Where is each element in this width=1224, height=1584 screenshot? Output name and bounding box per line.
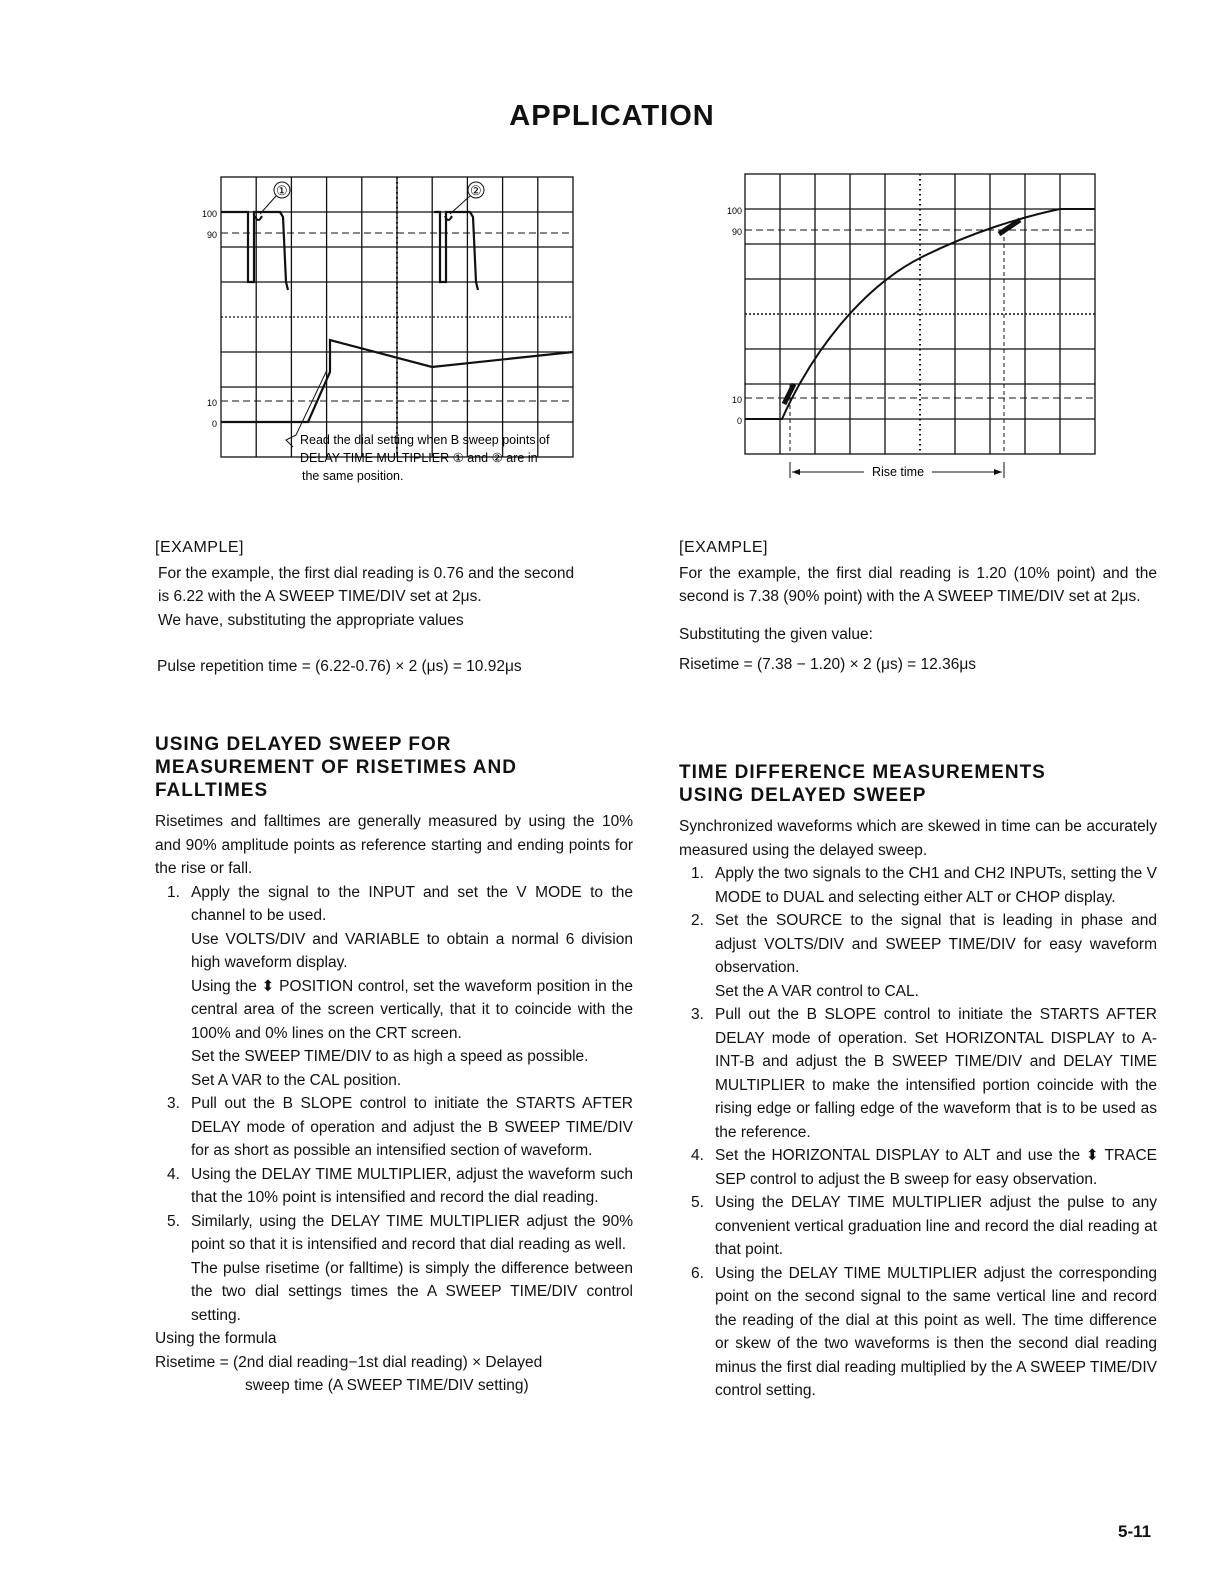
step-number: 5. — [691, 1194, 704, 1211]
section-title-time-difference — [679, 761, 1157, 807]
intensified-point-2 — [445, 216, 452, 220]
scale-label-0: 0 — [736, 416, 742, 426]
section-intro: Risetimes and falltimes are generally measured by using the 10% and 90% amplitude points as reference starting and ending points for the rise or fall. — [155, 813, 633, 877]
formula-intro: Using the formula — [155, 1330, 277, 1347]
step-number: 6. — [691, 1264, 704, 1282]
step-text: Pull out the B SLOPE control to initiate the STARTS AFTER DELAY mode of operation. Set HORIZONTAL DISPLAY to A-INT-B and adjust the B SWEEP TIME/DIV and DELAY TIME MULTIPLIER to make the intensified portion coincide with the rising edge or falling edge of the waveform that is to be used as the reference. — [715, 1006, 1157, 1141]
scale-label-100: 100 — [201, 209, 217, 219]
step-text: Set A VAR to the CAL position. — [191, 1071, 402, 1089]
step-text: The pulse risetime (or falltime) is simply the difference between the two dial settings times the A SWEEP TIME/DIV control setting. — [191, 1259, 633, 1324]
step-item — [155, 1163, 633, 1210]
step-text: Use VOLTS/DIV and VARIABLE to obtain a normal 6 division high waveform display. — [191, 930, 633, 971]
page-title: APPLICATION — [509, 100, 715, 132]
risetime-section — [155, 733, 633, 1398]
caption-line-2: DELAY TIME MULTIPLIER ① and ② are in — [300, 451, 538, 465]
left-example-block — [155, 536, 633, 632]
scale-label-90: 90 — [731, 227, 742, 237]
step-text: Using the DELAY TIME MULTIPLIER adjust the corresponding point on the second signal to the same vertical line and record the reading of the dial at this point as well. The time difference or skew of the two waveforms is then the second dial reading minus the first dial reading multiplied by the A SWEEP TIME/DIV control setting. — [715, 1264, 1157, 1399]
left-formula-block — [157, 655, 635, 679]
risetime-steps — [155, 881, 633, 1328]
step-number: 4. — [691, 1147, 704, 1164]
marker-1: ① — [276, 183, 288, 198]
caption-line-1: Read the dial setting when B sweep points of — [300, 433, 550, 447]
step-text: Using the DELAY TIME MULTIPLIER adjust the pulse to any convenient vertical graduation line and record the dial reading at that point. — [715, 1194, 1157, 1258]
step-item — [155, 1092, 633, 1163]
step-text: Set the SWEEP TIME/DIV to as high a speed as possible. — [191, 1048, 589, 1065]
step-text: Using the ⬍ POSITION control, set the waveform position in the central area of the screen vertically, that it to coincide with the 100% and 0% lines on the CRT screen. — [191, 977, 633, 1042]
section-title-line: MEASUREMENT OF RISETIMES AND — [155, 757, 517, 778]
pulse-repetition-figure — [200, 172, 590, 492]
step-text: Similarly, using the DELAY TIME MULTIPLIER adjust the 90% point so that it is intensified and record that dial reading as well. — [191, 1212, 633, 1253]
rise-time-diagram — [722, 172, 1102, 484]
example-line-2: is 6.22 with the A SWEEP TIME/DIV set at 2μs. — [158, 588, 482, 605]
step-text: Set the HORIZONTAL DISPLAY to ALT and use the ⬍ TRACE SEP control to adjust the B sweep for easy observation. — [715, 1147, 1157, 1188]
arrowhead-right — [994, 469, 1002, 475]
scale-label-90: 90 — [206, 230, 217, 240]
intensified-ten-percent-point — [784, 384, 794, 404]
step-item — [679, 1003, 1157, 1144]
time-difference-section — [679, 761, 1157, 1403]
section-intro: Synchronized waveforms which are skewed in time can be accurately measured using the delayed sweep. — [679, 818, 1157, 859]
intensified-point-1 — [255, 216, 262, 220]
section-title-line: USING DELAYED SWEEP — [679, 785, 927, 806]
step-number: 4. — [167, 1165, 180, 1183]
example-line-3: We have, substituting the appropriate values — [158, 611, 464, 629]
right-example-block — [679, 536, 1157, 677]
marker-2: ② — [470, 183, 482, 198]
step-text: Set the A VAR control to CAL. — [715, 982, 919, 1000]
step-number: 3. — [691, 1006, 704, 1023]
step-item — [679, 862, 1157, 909]
step-item — [679, 1144, 1157, 1191]
risetime-example-formula: Risetime = (7.38 − 1.20) × 2 (μs) = 12.36μs — [679, 656, 977, 673]
rise-time-figure — [722, 172, 1102, 484]
substituting-text: Substituting the given value: — [679, 625, 873, 643]
example-label: [EXAMPLE] — [155, 539, 244, 556]
step-text: Apply the signal to the INPUT and set the V MODE to the channel to be used. — [191, 883, 633, 924]
step-text: Pull out the B SLOPE control to initiate the STARTS AFTER DELAY mode of operation and adjust the B SWEEP TIME/DIV for as short as possible an intensified section of waveform. — [191, 1095, 633, 1159]
scale-label-10: 10 — [206, 398, 217, 408]
arrowhead-left — [792, 469, 800, 475]
step-number: 5. — [167, 1212, 180, 1230]
pulse-waveform-diagram — [200, 172, 590, 492]
step-number: 1. — [167, 883, 180, 901]
section-title-line: FALLTIMES — [155, 780, 269, 801]
step-text: Using the DELAY TIME MULTIPLIER, adjust the waveform such that the 10% point is intensified and record the dial reading. — [191, 1165, 633, 1206]
pulse-repetition-formula: Pulse repetition time = (6.22-0.76) × 2 (μs) = 10.92μs — [157, 658, 522, 675]
step-text: Apply the two signals to the CH1 and CH2 INPUTs, setting the V MODE to DUAL and selecting either ALT or CHOP display. — [715, 865, 1157, 906]
scale-label-10: 10 — [731, 395, 742, 405]
step-item — [679, 1191, 1157, 1262]
rise-time-label: Rise time — [871, 465, 925, 479]
section-title-risetimes — [155, 733, 633, 802]
time-difference-steps — [679, 862, 1157, 1403]
page-number: 5-11 — [1118, 1522, 1152, 1541]
step-text: Set the SOURCE to the signal that is leading in phase and adjust VOLTS/DIV and SWEEP TIME/DIV for easy waveform observation. — [715, 912, 1157, 976]
caption-line-3: the same position. — [302, 469, 404, 483]
step-item — [679, 1262, 1157, 1403]
step-number: 2. — [691, 912, 704, 929]
scale-label-100: 100 — [726, 206, 742, 216]
step-number: 1. — [691, 865, 704, 882]
step-item — [155, 881, 633, 1093]
scale-label-0: 0 — [211, 419, 217, 429]
step-item — [155, 1210, 633, 1328]
section-title-line: USING DELAYED SWEEP FOR — [155, 734, 452, 755]
risetime-formula-line-2: sweep time (A SWEEP TIME/DIV setting) — [245, 1377, 529, 1394]
section-title-line: TIME DIFFERENCE MEASUREMENTS — [679, 762, 1046, 783]
example-label: [EXAMPLE] — [679, 539, 768, 556]
risetime-formula-line-1: Risetime = (2nd dial reading−1st dial reading) × Delayed — [155, 1353, 543, 1371]
example-line-1: For the example, the first dial reading is 0.76 and the second — [158, 564, 575, 582]
step-number: 3. — [167, 1095, 180, 1112]
example-text: For the example, the first dial reading is 1.20 (10% point) and the second is 7.38 (90% point) with the A SWEEP TIME/DIV set at 2μs. — [679, 564, 1157, 605]
step-item — [679, 909, 1157, 1003]
